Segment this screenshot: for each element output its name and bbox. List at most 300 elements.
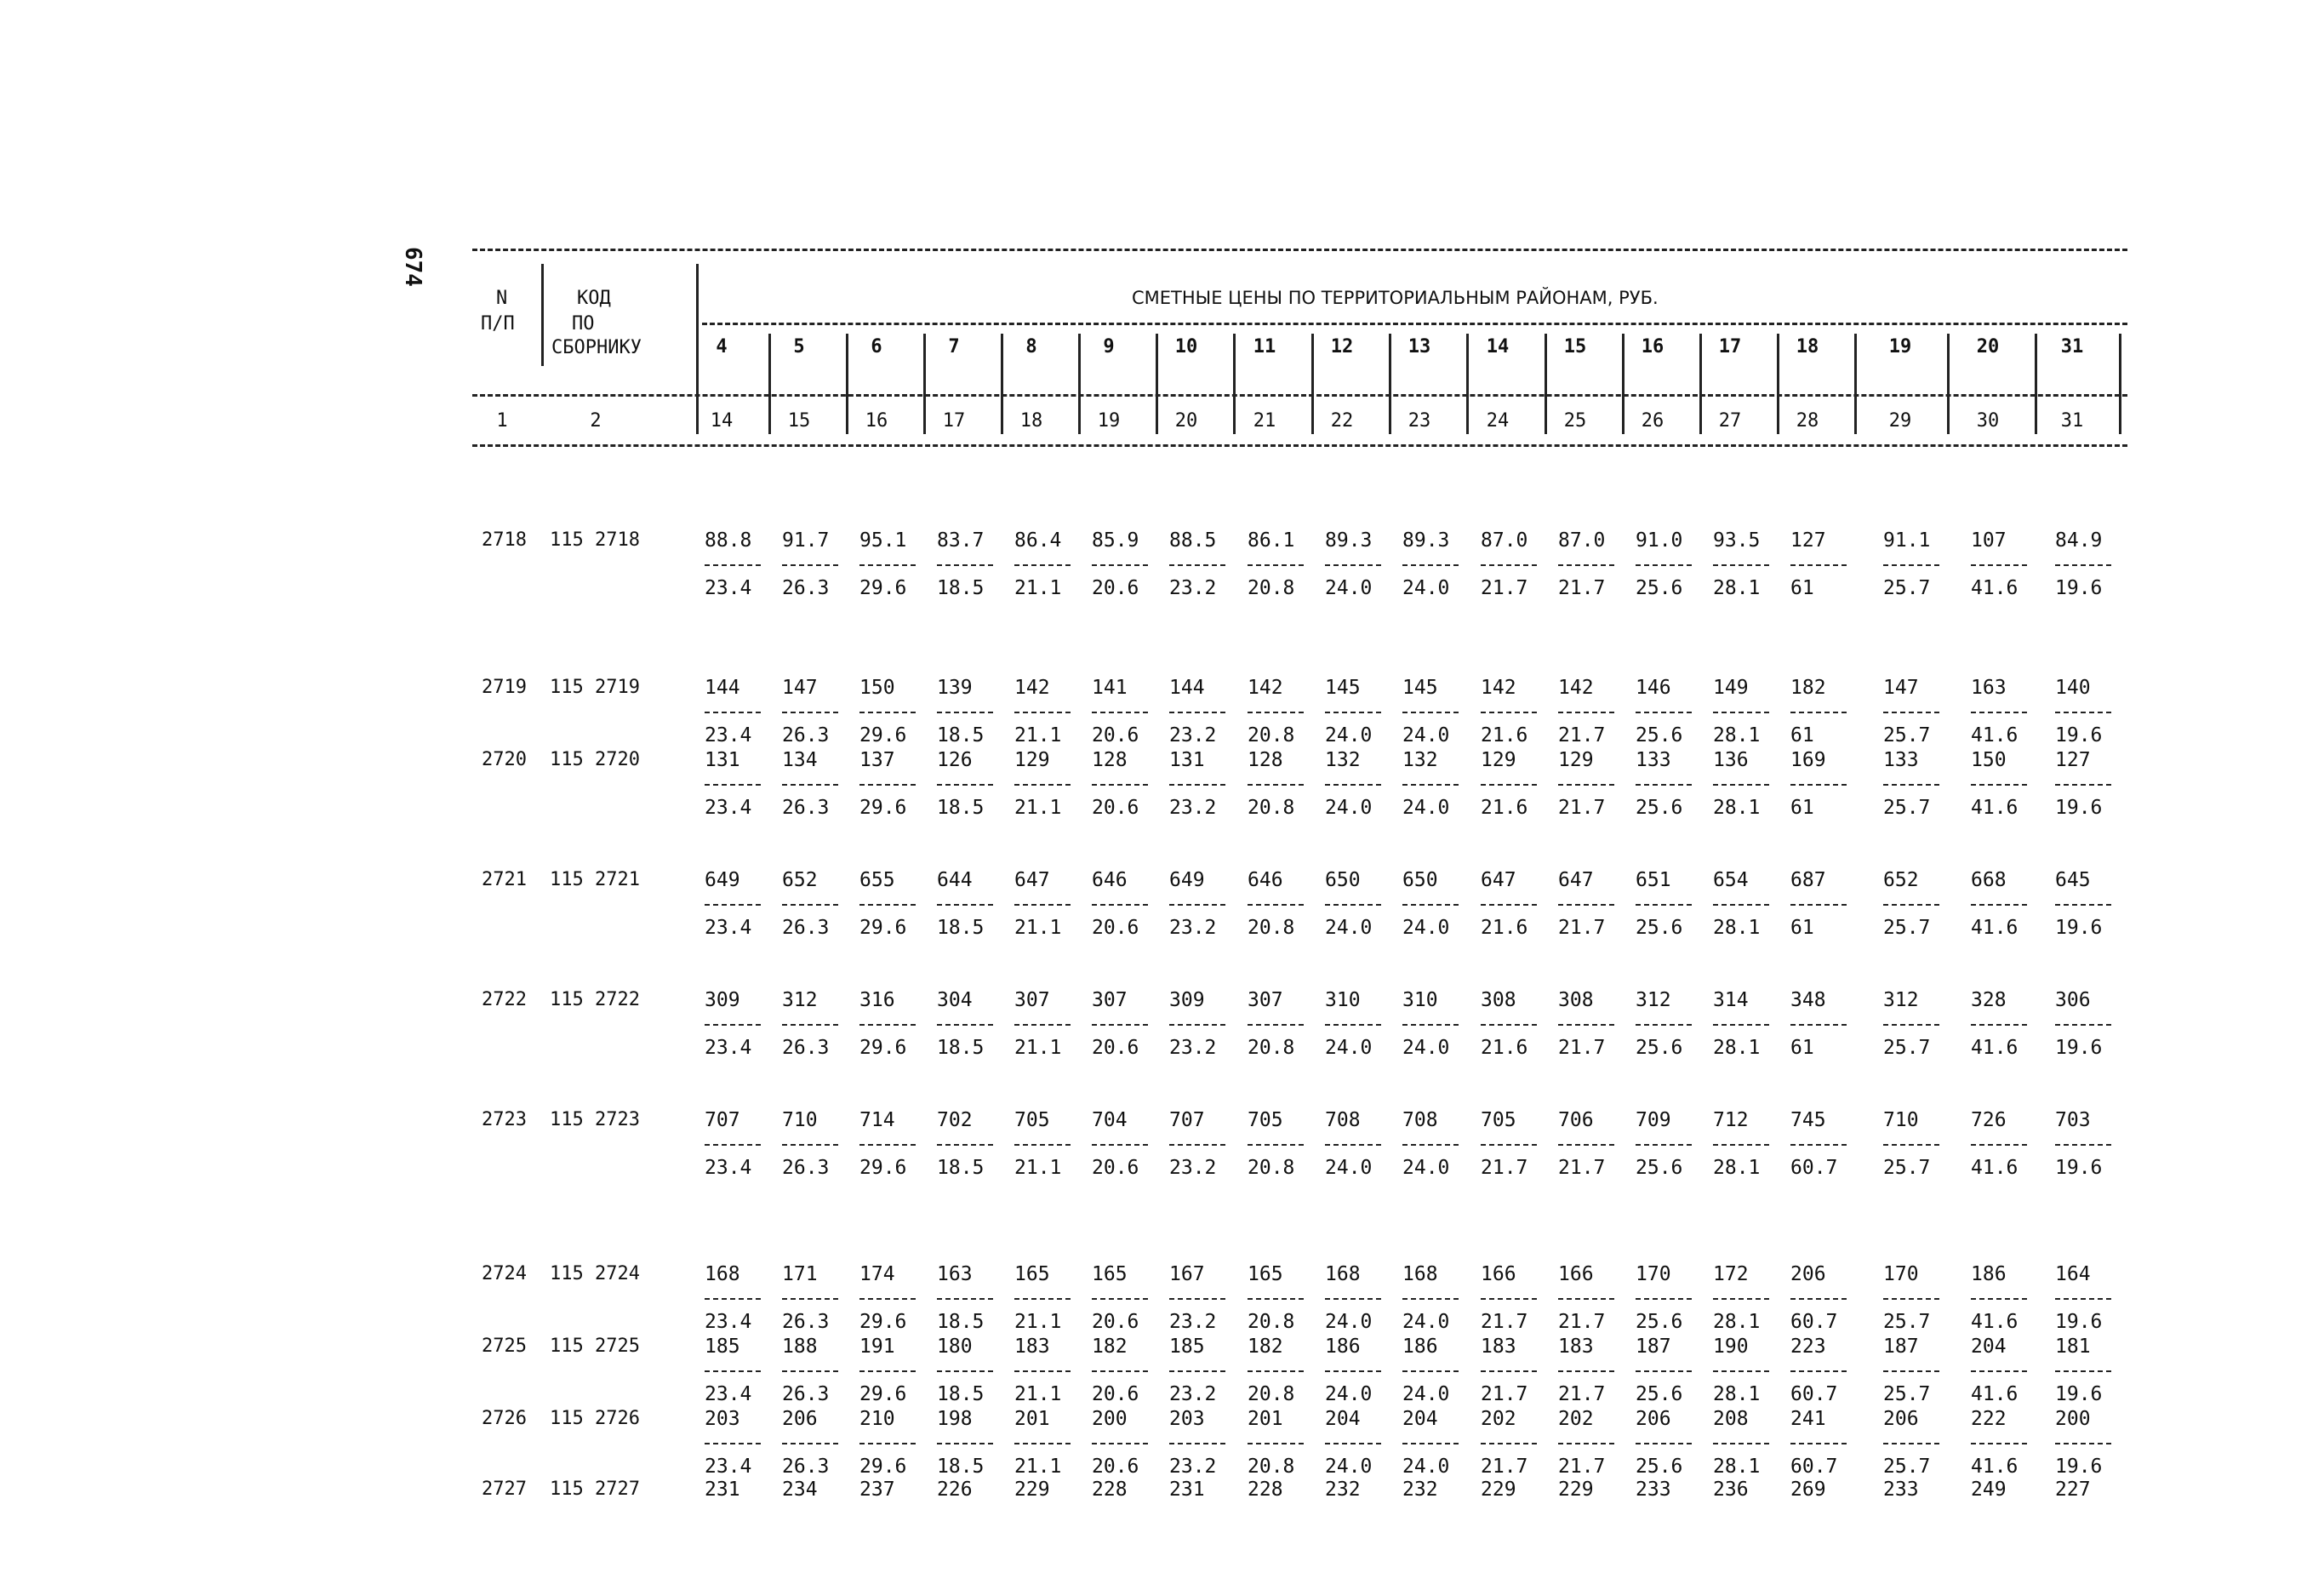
labor-value: 25.7	[1883, 1157, 1931, 1179]
price-value: 191	[859, 1336, 895, 1358]
price-value: 129	[1014, 749, 1050, 771]
price-value: 222	[1971, 1408, 2007, 1430]
price-value: 269	[1790, 1479, 1826, 1501]
labor-value: 23.2	[1169, 1037, 1217, 1059]
price-value: 186	[1402, 1336, 1438, 1358]
labor-value: 21.7	[1481, 577, 1528, 599]
district-header-9: 9	[1103, 336, 1115, 358]
price-value: 182	[1092, 1336, 1128, 1358]
fraction-bar	[937, 1443, 993, 1444]
labor-value: 20.6	[1092, 577, 1139, 599]
labor-value: 23.4	[705, 1456, 752, 1478]
header-col-n: N	[496, 288, 508, 309]
fraction-bar	[1790, 1024, 1847, 1026]
fraction-bar	[1092, 564, 1148, 566]
fraction-bar	[1092, 1443, 1148, 1444]
numbering-27: 27	[1718, 410, 1742, 432]
fraction-bar	[1325, 1024, 1381, 1026]
labor-value: 29.6	[859, 917, 907, 939]
fraction-bar	[2055, 1024, 2111, 1026]
price-value: 309	[1169, 989, 1205, 1011]
labor-value: 28.1	[1713, 1383, 1761, 1405]
labor-value: 21.6	[1481, 917, 1528, 939]
price-value: 150	[1971, 749, 2007, 771]
price-value: 309	[705, 989, 740, 1011]
fraction-bar	[859, 564, 916, 566]
fraction-bar	[1169, 784, 1225, 786]
row-number: 2727	[482, 1479, 527, 1500]
labor-value: 20.6	[1092, 1311, 1139, 1333]
fraction-bar	[1169, 712, 1225, 713]
price-value: 187	[1883, 1336, 1919, 1358]
price-value: 709	[1636, 1109, 1671, 1131]
fraction-bar	[1636, 712, 1692, 713]
price-value: 649	[1169, 869, 1205, 891]
labor-value: 61	[1790, 797, 1814, 819]
fraction-bar	[705, 712, 761, 713]
fraction-bar	[1481, 784, 1537, 786]
price-value: 310	[1402, 989, 1438, 1011]
labor-value: 23.2	[1169, 577, 1217, 599]
numbering-29: 29	[1888, 410, 1912, 432]
fraction-bar	[1481, 564, 1537, 566]
labor-value: 25.7	[1883, 797, 1931, 819]
fraction-bar	[1883, 564, 1939, 566]
price-value: 144	[1169, 677, 1205, 699]
labor-value: 24.0	[1402, 1037, 1450, 1059]
price-value: 232	[1402, 1479, 1438, 1501]
labor-value: 19.6	[2055, 1311, 2103, 1333]
labor-value: 23.2	[1169, 1311, 1217, 1333]
price-value: 87.0	[1481, 529, 1528, 552]
header-col-kod-sbornik: СБОРНИКУ	[551, 337, 642, 358]
numbering-23: 23	[1408, 410, 1431, 432]
fraction-bar	[1971, 904, 2027, 906]
price-value: 228	[1092, 1479, 1128, 1501]
labor-value: 21.7	[1481, 1383, 1528, 1405]
fraction-bar	[859, 1144, 916, 1146]
header-divider-1	[541, 264, 544, 366]
labor-value: 28.1	[1713, 917, 1761, 939]
labor-value: 21.1	[1014, 1456, 1062, 1478]
fraction-bar	[1092, 1298, 1148, 1300]
numbering-21: 21	[1253, 410, 1276, 432]
price-value: 147	[1883, 677, 1919, 699]
row-kod: 115 2719	[550, 677, 640, 698]
fraction-bar	[1169, 1024, 1225, 1026]
labor-value: 19.6	[2055, 1383, 2103, 1405]
row-kod: 115 2722	[550, 989, 640, 1010]
labor-value: 21.1	[1014, 797, 1062, 819]
labor-value: 19.6	[2055, 1157, 2103, 1179]
district-divider	[846, 334, 848, 434]
price-value: 142	[1481, 677, 1516, 699]
fraction-bar	[782, 1024, 838, 1026]
row-number: 2726	[482, 1408, 527, 1429]
price-value: 710	[1883, 1109, 1919, 1131]
fraction-bar	[1790, 1298, 1847, 1300]
row-number: 2725	[482, 1336, 527, 1357]
price-value: 132	[1402, 749, 1438, 771]
price-value: 170	[1883, 1263, 1919, 1285]
price-value: 201	[1014, 1408, 1050, 1430]
price-value: 86.1	[1248, 529, 1295, 552]
fraction-bar	[1248, 1298, 1304, 1300]
labor-value: 19.6	[2055, 1037, 2103, 1059]
price-value: 306	[2055, 989, 2091, 1011]
row-number: 2718	[482, 529, 527, 551]
fraction-bar	[1790, 904, 1847, 906]
labor-value: 23.4	[705, 917, 752, 939]
labor-value: 23.2	[1169, 724, 1217, 746]
labor-value: 28.1	[1713, 1456, 1761, 1478]
price-value: 129	[1481, 749, 1516, 771]
row-kod: 115 2723	[550, 1109, 640, 1130]
fraction-bar	[1636, 1443, 1692, 1444]
price-value: 706	[1558, 1109, 1594, 1131]
fraction-bar	[1325, 564, 1381, 566]
labor-value: 60.7	[1790, 1383, 1838, 1405]
price-value: 308	[1481, 989, 1516, 1011]
labor-value: 29.6	[859, 1311, 907, 1333]
fraction-bar	[1790, 1443, 1847, 1444]
labor-value: 21.1	[1014, 577, 1062, 599]
district-divider	[1466, 334, 1469, 434]
price-value: 745	[1790, 1109, 1826, 1131]
numbering-28: 28	[1796, 410, 1819, 432]
price-value: 232	[1325, 1479, 1361, 1501]
labor-value: 24.0	[1325, 1456, 1373, 1478]
price-value: 169	[1790, 749, 1826, 771]
fraction-bar	[937, 1024, 993, 1026]
labor-value: 29.6	[859, 577, 907, 599]
labor-value: 23.2	[1169, 1456, 1217, 1478]
labor-value: 28.1	[1713, 797, 1761, 819]
fraction-bar	[1481, 1024, 1537, 1026]
price-value: 187	[1636, 1336, 1671, 1358]
district-divider	[1545, 334, 1547, 434]
numbering-22: 22	[1330, 410, 1354, 432]
price-value: 89.3	[1325, 529, 1373, 552]
fraction-bar	[705, 564, 761, 566]
price-value: 654	[1713, 869, 1749, 891]
fraction-bar	[2055, 564, 2111, 566]
header-bottom-rule	[472, 444, 2127, 447]
labor-value: 25.6	[1636, 917, 1683, 939]
price-value: 163	[1971, 677, 2007, 699]
price-value: 651	[1636, 869, 1671, 891]
labor-value: 25.7	[1883, 1037, 1931, 1059]
labor-value: 21.7	[1558, 1037, 1606, 1059]
row-kod: 115 2725	[550, 1336, 640, 1357]
district-divider	[923, 334, 926, 434]
price-value: 91.1	[1883, 529, 1931, 552]
labor-value: 24.0	[1325, 1157, 1373, 1179]
labor-value: 23.2	[1169, 1157, 1217, 1179]
row-kod: 115 2721	[550, 869, 640, 890]
numbering-left-2: 2	[590, 410, 602, 432]
labor-value: 25.7	[1883, 1383, 1931, 1405]
price-value: 131	[705, 749, 740, 771]
price-value: 190	[1713, 1336, 1749, 1358]
fraction-bar	[2055, 1370, 2111, 1372]
header-col-kod-po: ПО	[572, 313, 595, 335]
labor-value: 28.1	[1713, 577, 1761, 599]
fraction-bar	[1014, 712, 1071, 713]
price-value: 307	[1248, 989, 1283, 1011]
labor-value: 26.3	[782, 1311, 830, 1333]
labor-value: 20.8	[1248, 917, 1295, 939]
labor-value: 41.6	[1971, 1311, 2019, 1333]
price-value: 237	[859, 1479, 895, 1501]
fraction-bar	[1971, 1443, 2027, 1444]
district-divider	[2119, 334, 2121, 434]
fraction-bar	[1014, 1144, 1071, 1146]
price-value: 170	[1636, 1263, 1671, 1285]
district-divider	[1777, 334, 1779, 434]
price-value: 140	[2055, 677, 2091, 699]
district-divider	[1311, 334, 1314, 434]
fraction-bar	[1481, 1443, 1537, 1444]
price-value: 308	[1558, 989, 1594, 1011]
price-value: 202	[1558, 1408, 1594, 1430]
district-header-11: 11	[1253, 336, 1276, 358]
labor-value: 25.7	[1883, 724, 1931, 746]
fraction-bar	[1558, 1024, 1614, 1026]
fraction-bar	[1971, 1298, 2027, 1300]
labor-value: 23.4	[705, 1311, 752, 1333]
price-value: 89.3	[1402, 529, 1450, 552]
labor-value: 18.5	[937, 917, 985, 939]
price-value: 133	[1883, 749, 1919, 771]
numbering-20: 20	[1174, 410, 1198, 432]
labor-value: 29.6	[859, 1157, 907, 1179]
price-value: 200	[2055, 1408, 2091, 1430]
price-value: 166	[1558, 1263, 1594, 1285]
price-value: 83.7	[937, 529, 985, 552]
fraction-bar	[1636, 784, 1692, 786]
fraction-bar	[1092, 712, 1148, 713]
labor-value: 21.1	[1014, 917, 1062, 939]
fraction-bar	[1325, 712, 1381, 713]
row-kod: 115 2718	[550, 529, 640, 551]
fraction-bar	[1325, 1370, 1381, 1372]
numbering-17: 17	[942, 410, 966, 432]
price-value: 183	[1481, 1336, 1516, 1358]
price-value: 645	[2055, 869, 2091, 891]
header-col-n-pp: П/П	[481, 313, 515, 335]
fraction-bar	[1971, 1370, 2027, 1372]
numbering-14: 14	[710, 410, 734, 432]
price-value: 231	[705, 1479, 740, 1501]
fraction-bar	[2055, 1298, 2111, 1300]
price-value: 647	[1014, 869, 1050, 891]
price-value: 644	[937, 869, 973, 891]
price-value: 87.0	[1558, 529, 1606, 552]
fraction-bar	[1014, 904, 1071, 906]
fraction-bar	[705, 1298, 761, 1300]
row-number: 2720	[482, 749, 527, 770]
labor-value: 61	[1790, 1037, 1814, 1059]
labor-value: 21.7	[1558, 1456, 1606, 1478]
fraction-bar	[1092, 784, 1148, 786]
price-value: 172	[1713, 1263, 1749, 1285]
fraction-bar	[705, 1144, 761, 1146]
fraction-bar	[782, 1144, 838, 1146]
price-value: 185	[705, 1336, 740, 1358]
price-value: 168	[1402, 1263, 1438, 1285]
fraction-bar	[1713, 1443, 1769, 1444]
fraction-bar	[1883, 1370, 1939, 1372]
labor-value: 24.0	[1325, 797, 1373, 819]
numbering-left-1: 1	[496, 410, 508, 432]
numbering-19: 19	[1097, 410, 1121, 432]
labor-value: 19.6	[2055, 577, 2103, 599]
price-value: 131	[1169, 749, 1205, 771]
price-value: 167	[1169, 1263, 1205, 1285]
price-value: 84.9	[2055, 529, 2103, 552]
fraction-bar	[2055, 1443, 2111, 1444]
fraction-bar	[1481, 1370, 1537, 1372]
labor-value: 24.0	[1402, 1383, 1450, 1405]
price-value: 147	[782, 677, 818, 699]
fraction-bar	[937, 1298, 993, 1300]
labor-value: 25.7	[1883, 1311, 1931, 1333]
fraction-bar	[1481, 1298, 1537, 1300]
header-sub-rule	[472, 394, 2127, 397]
price-value: 229	[1481, 1479, 1516, 1501]
fraction-bar	[937, 712, 993, 713]
price-value: 137	[859, 749, 895, 771]
price-value: 228	[1248, 1479, 1283, 1501]
price-value: 704	[1092, 1109, 1128, 1131]
price-value: 181	[2055, 1336, 2091, 1358]
labor-value: 24.0	[1325, 724, 1373, 746]
price-value: 132	[1325, 749, 1361, 771]
labor-value: 24.0	[1325, 1311, 1373, 1333]
district-header-12: 12	[1330, 336, 1354, 358]
fraction-bar	[1481, 712, 1537, 713]
fraction-bar	[1092, 904, 1148, 906]
labor-value: 19.6	[2055, 917, 2103, 939]
labor-value: 21.7	[1558, 1157, 1606, 1179]
price-value: 185	[1169, 1336, 1205, 1358]
labor-value: 28.1	[1713, 1157, 1761, 1179]
labor-value: 28.1	[1713, 724, 1761, 746]
fraction-bar	[2055, 904, 2111, 906]
labor-value: 21.7	[1558, 577, 1606, 599]
district-header-6: 6	[871, 336, 882, 358]
labor-value: 25.6	[1636, 1383, 1683, 1405]
labor-value: 41.6	[1971, 577, 2019, 599]
labor-value: 41.6	[1971, 917, 2019, 939]
price-value: 652	[1883, 869, 1919, 891]
row-kod: 115 2727	[550, 1479, 640, 1500]
labor-value: 26.3	[782, 1037, 830, 1059]
price-value: 312	[1636, 989, 1671, 1011]
price-value: 655	[859, 869, 895, 891]
row-number: 2724	[482, 1263, 527, 1284]
labor-value: 25.6	[1636, 1157, 1683, 1179]
price-value: 171	[782, 1263, 818, 1285]
price-value: 166	[1481, 1263, 1516, 1285]
price-value: 163	[937, 1263, 973, 1285]
fraction-bar	[1014, 1024, 1071, 1026]
labor-value: 21.7	[1558, 917, 1606, 939]
header-col-kod: КОД	[577, 288, 611, 309]
fraction-bar	[1092, 1024, 1148, 1026]
labor-value: 41.6	[1971, 1383, 2019, 1405]
fraction-bar	[1636, 904, 1692, 906]
district-divider	[2035, 334, 2037, 434]
fraction-bar	[1402, 564, 1459, 566]
price-value: 307	[1092, 989, 1128, 1011]
price-value: 202	[1481, 1408, 1516, 1430]
fraction-bar	[1014, 1298, 1071, 1300]
fraction-bar	[1169, 564, 1225, 566]
fraction-bar	[782, 564, 838, 566]
price-value: 702	[937, 1109, 973, 1131]
fraction-bar	[1558, 1443, 1614, 1444]
labor-value: 25.6	[1636, 577, 1683, 599]
price-value: 304	[937, 989, 973, 1011]
numbering-31: 31	[2060, 410, 2084, 432]
fraction-bar	[1481, 904, 1537, 906]
numbering-15: 15	[787, 410, 811, 432]
labor-value: 41.6	[1971, 1456, 2019, 1478]
labor-value: 41.6	[1971, 1157, 2019, 1179]
labor-value: 21.7	[1481, 1456, 1528, 1478]
fraction-bar	[782, 712, 838, 713]
price-value: 142	[1248, 677, 1283, 699]
labor-value: 21.7	[1558, 797, 1606, 819]
labor-value: 20.8	[1248, 1456, 1295, 1478]
fraction-bar	[1402, 1144, 1459, 1146]
row-kod: 115 2720	[550, 749, 640, 770]
district-header-4: 4	[716, 336, 728, 358]
price-value: 180	[937, 1336, 973, 1358]
labor-value: 21.1	[1014, 724, 1062, 746]
price-value: 231	[1169, 1479, 1205, 1501]
price-value: 312	[782, 989, 818, 1011]
fraction-bar	[937, 1144, 993, 1146]
labor-value: 21.7	[1558, 1311, 1606, 1333]
labor-value: 41.6	[1971, 797, 2019, 819]
labor-value: 24.0	[1402, 917, 1450, 939]
price-value: 203	[1169, 1408, 1205, 1430]
labor-value: 26.3	[782, 1456, 830, 1478]
fraction-bar	[782, 904, 838, 906]
labor-value: 61	[1790, 917, 1814, 939]
labor-value: 25.6	[1636, 724, 1683, 746]
price-value: 708	[1325, 1109, 1361, 1131]
fraction-bar	[2055, 784, 2111, 786]
labor-value: 26.3	[782, 1157, 830, 1179]
fraction-bar	[1169, 1370, 1225, 1372]
labor-value: 20.8	[1248, 724, 1295, 746]
price-value: 183	[1014, 1336, 1050, 1358]
fraction-bar	[1325, 1144, 1381, 1146]
fraction-bar	[1169, 1443, 1225, 1444]
labor-value: 25.7	[1883, 577, 1931, 599]
price-value: 129	[1558, 749, 1594, 771]
fraction-bar	[1325, 1443, 1381, 1444]
price-value: 668	[1971, 869, 2007, 891]
labor-value: 61	[1790, 724, 1814, 746]
fraction-bar	[1248, 1144, 1304, 1146]
labor-value: 26.3	[782, 577, 830, 599]
price-value: 145	[1402, 677, 1438, 699]
